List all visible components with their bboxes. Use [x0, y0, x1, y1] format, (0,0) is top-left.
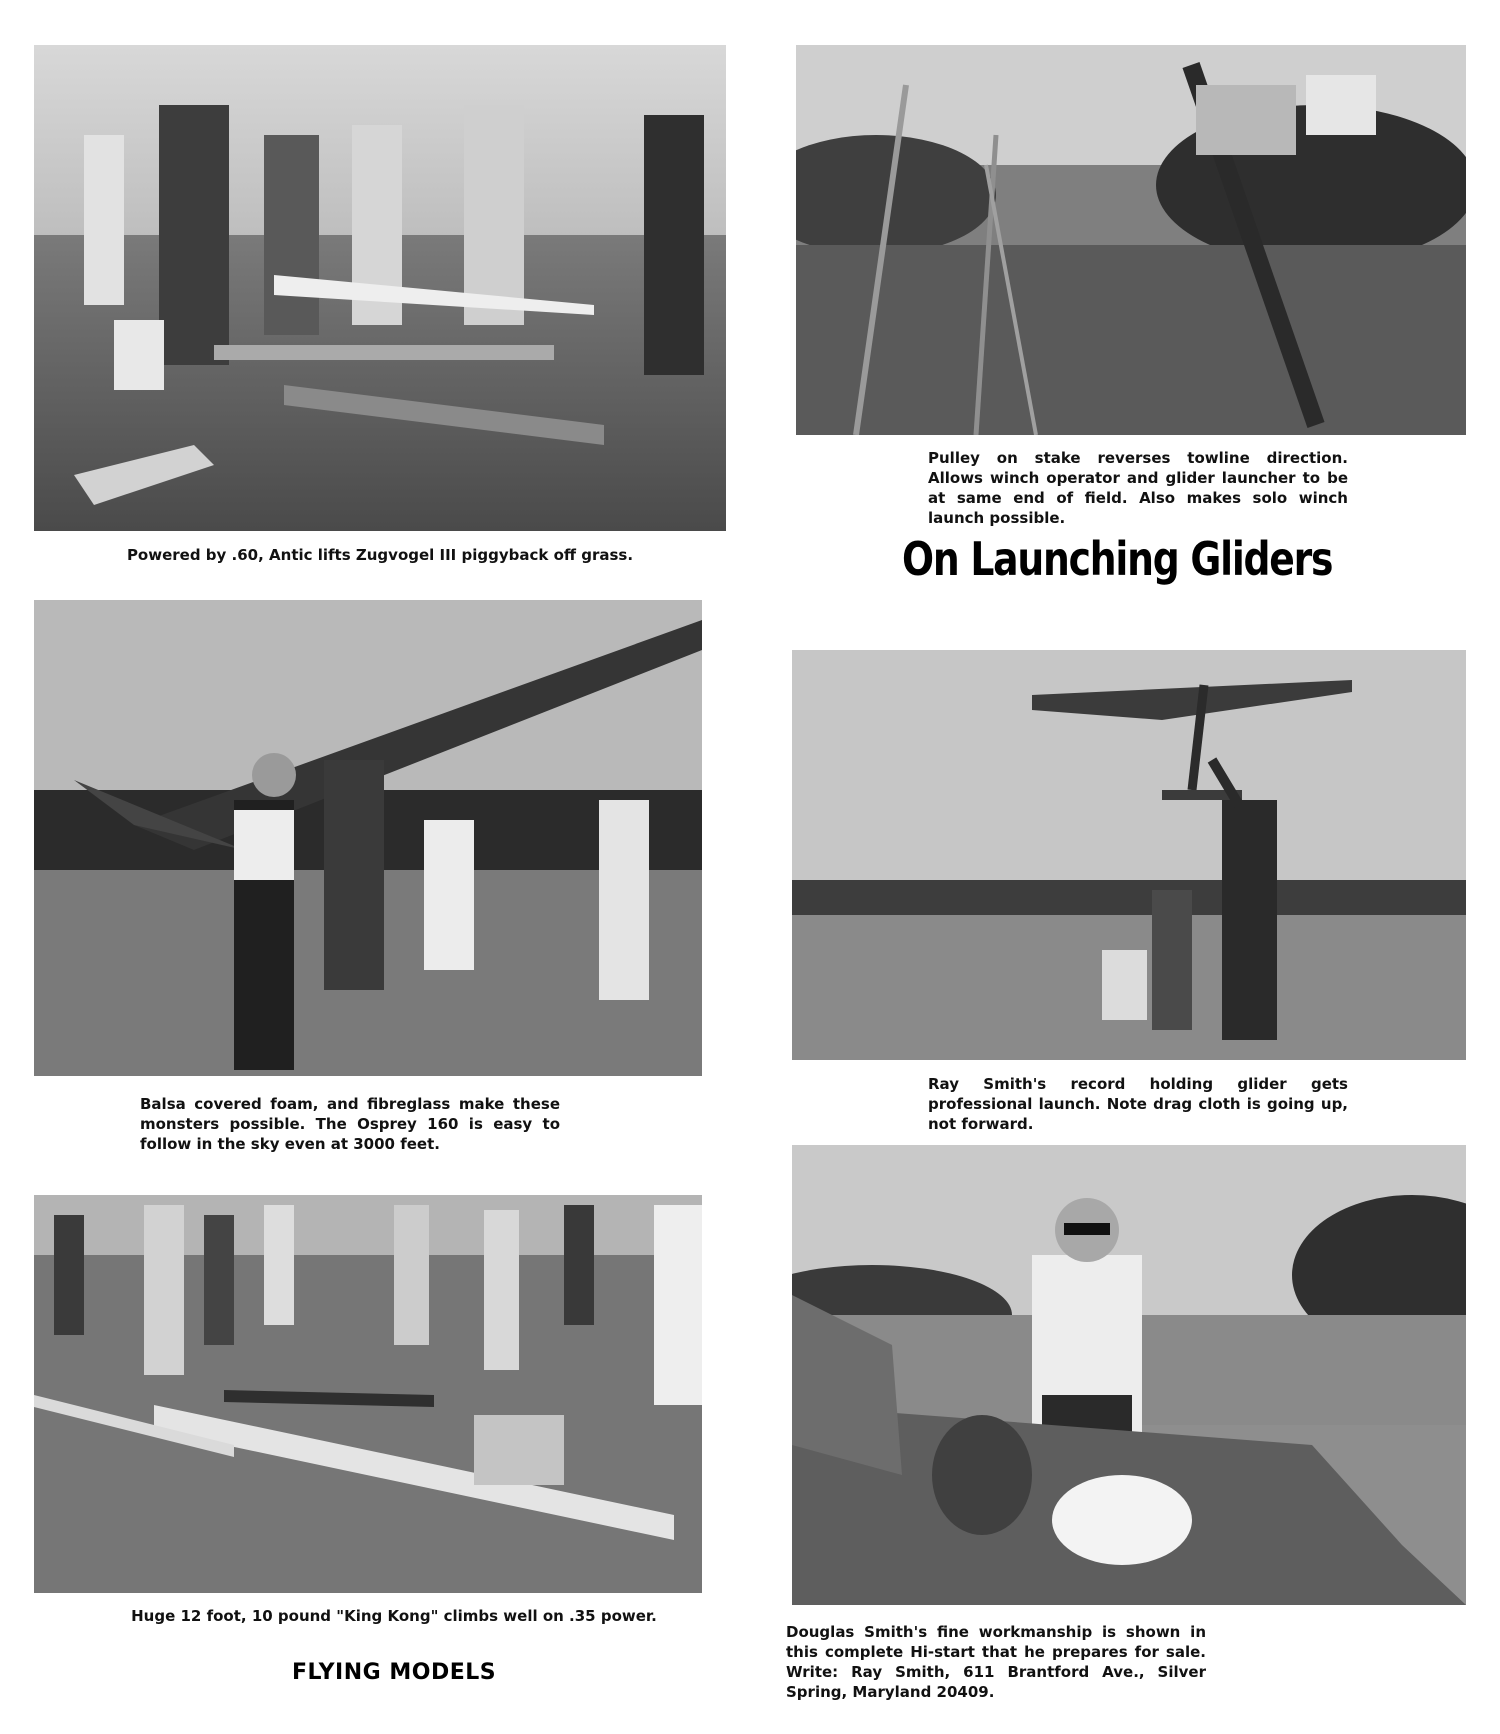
page-footer: FLYING MODELS — [292, 1660, 497, 1685]
caption-king-kong: Huge 12 foot, 10 pound "King Kong" climbs well on .35 power. — [131, 1607, 657, 1625]
caption-pulley-stake: Pulley on stake reverses towline direction. Allows winch operator and glider launcher to be at same end of field. Also makes solo winch launch possible. — [928, 449, 1348, 527]
page-headline: On Launching Gliders — [902, 532, 1333, 586]
photo-pulley-stake — [796, 45, 1466, 435]
photo-osprey-glider — [34, 600, 702, 1076]
photo-pulley-stake-image — [796, 45, 1466, 435]
photo-hi-start — [792, 1145, 1466, 1605]
caption-hi-start: Douglas Smith's fine workmanship is shown in this complete Hi-start that he prepares for sale. Write: Ray Smith, 611 Brantford Ave., Silver Spring, Maryland 20409. — [786, 1623, 1206, 1701]
photo-antic-piggyback — [34, 45, 726, 531]
photo-hand-launch-image — [792, 650, 1466, 1060]
photo-antic-piggyback-image — [34, 45, 726, 531]
photo-hi-start-image — [792, 1145, 1466, 1605]
caption-antic-piggyback: Powered by .60, Antic lifts Zugvogel III piggyback off grass. — [126, 546, 634, 564]
caption-osprey-glider: Balsa covered foam, and fibreglass make these monsters possible. The Osprey 160 is easy to follow in the sky even at 3000 feet. — [140, 1095, 560, 1153]
photo-king-kong-image — [34, 1195, 702, 1593]
photo-osprey-glider-image — [34, 600, 702, 1076]
photo-king-kong — [34, 1195, 702, 1593]
caption-hand-launch: Ray Smith's record holding glider gets professional launch. Note drag cloth is going up, not forward. — [928, 1075, 1348, 1133]
photo-hand-launch — [792, 650, 1466, 1060]
